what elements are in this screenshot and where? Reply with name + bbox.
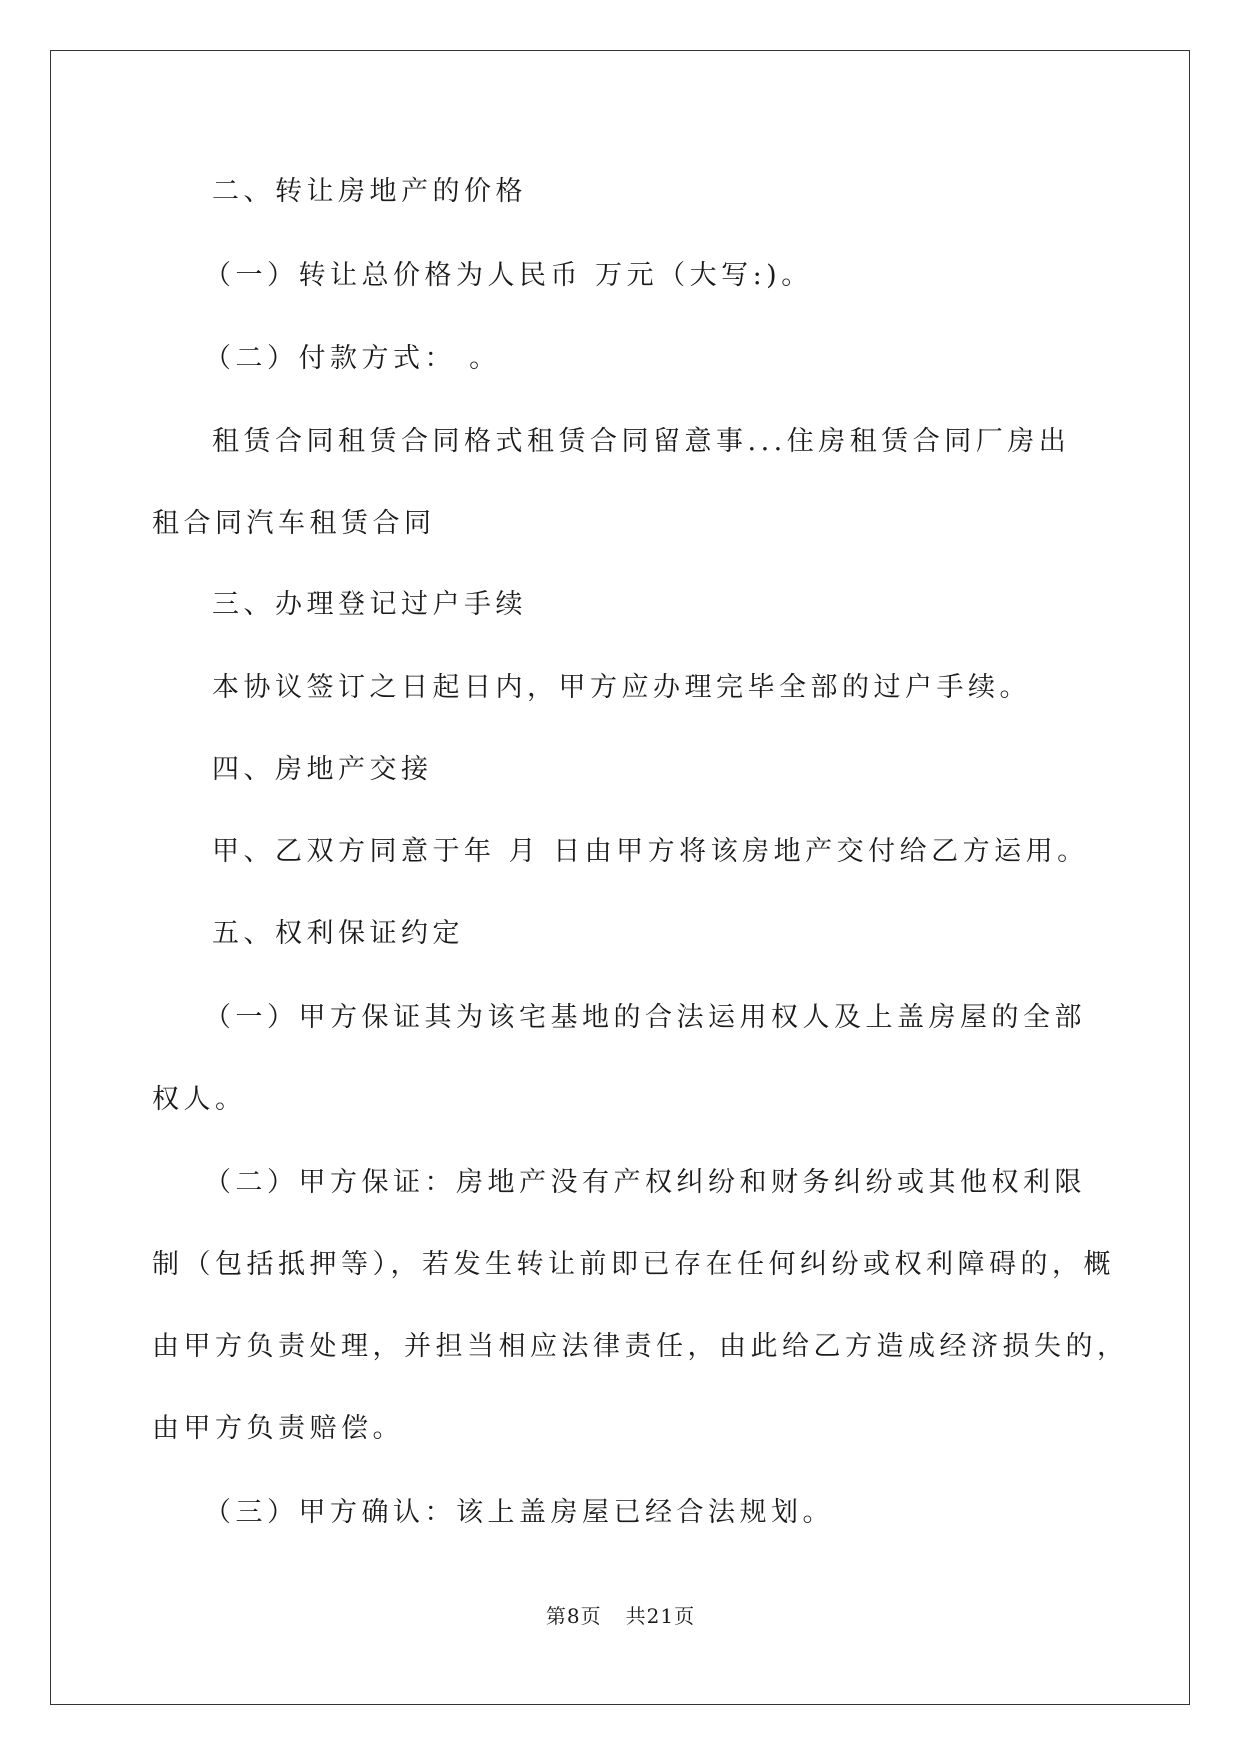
paragraph: （一）甲方保证其为该宅基地的合法运用权人及上盖房屋的全部 bbox=[204, 1002, 1086, 1033]
paragraph: 本协议签订之日起日内，甲方应办理完毕全部的过户手续。 bbox=[212, 672, 1031, 703]
section-heading: 三、办理登记过户手续 bbox=[212, 589, 527, 620]
paragraph: 由甲方负责处理，并担当相应法律责任，由此给乙方造成经济损失的， bbox=[152, 1331, 1129, 1362]
paragraph: 甲、乙双方同意于年 月 日由甲方将该房地产交付给乙方运用。 bbox=[212, 836, 1089, 867]
paragraph: （二）付款方式： 。 bbox=[204, 343, 501, 374]
page-number: 第8页 bbox=[545, 1604, 602, 1628]
page-border bbox=[50, 50, 1190, 1705]
page-total: 共21页 bbox=[625, 1604, 696, 1628]
paragraph: 权人。 bbox=[152, 1084, 247, 1115]
paragraph: 制（包括抵押等），若发生转让前即已存在任何纠纷或权利障碍的，概 bbox=[152, 1249, 1115, 1280]
section-heading: 四、房地产交接 bbox=[212, 754, 433, 785]
section-heading: 五、权利保证约定 bbox=[212, 918, 464, 949]
paragraph: （二）甲方保证：房地产没有产权纠纷和财务纠纷或其他权利限 bbox=[204, 1167, 1086, 1198]
section-heading: 二、转让房地产的价格 bbox=[212, 176, 527, 207]
paragraph: 由甲方负责赔偿。 bbox=[152, 1413, 404, 1444]
paragraph: 租赁合同租赁合同格式租赁合同留意事...住房租赁合同厂房出 bbox=[212, 426, 1071, 457]
page-footer bbox=[0, 1600, 1241, 1629]
paragraph: （三）甲方确认：该上盖房屋已经合法规划。 bbox=[204, 1497, 834, 1528]
paragraph: （一）转让总价格为人民币 万元（大写:)。 bbox=[204, 260, 813, 291]
paragraph: 租合同汽车租赁合同 bbox=[152, 508, 436, 539]
